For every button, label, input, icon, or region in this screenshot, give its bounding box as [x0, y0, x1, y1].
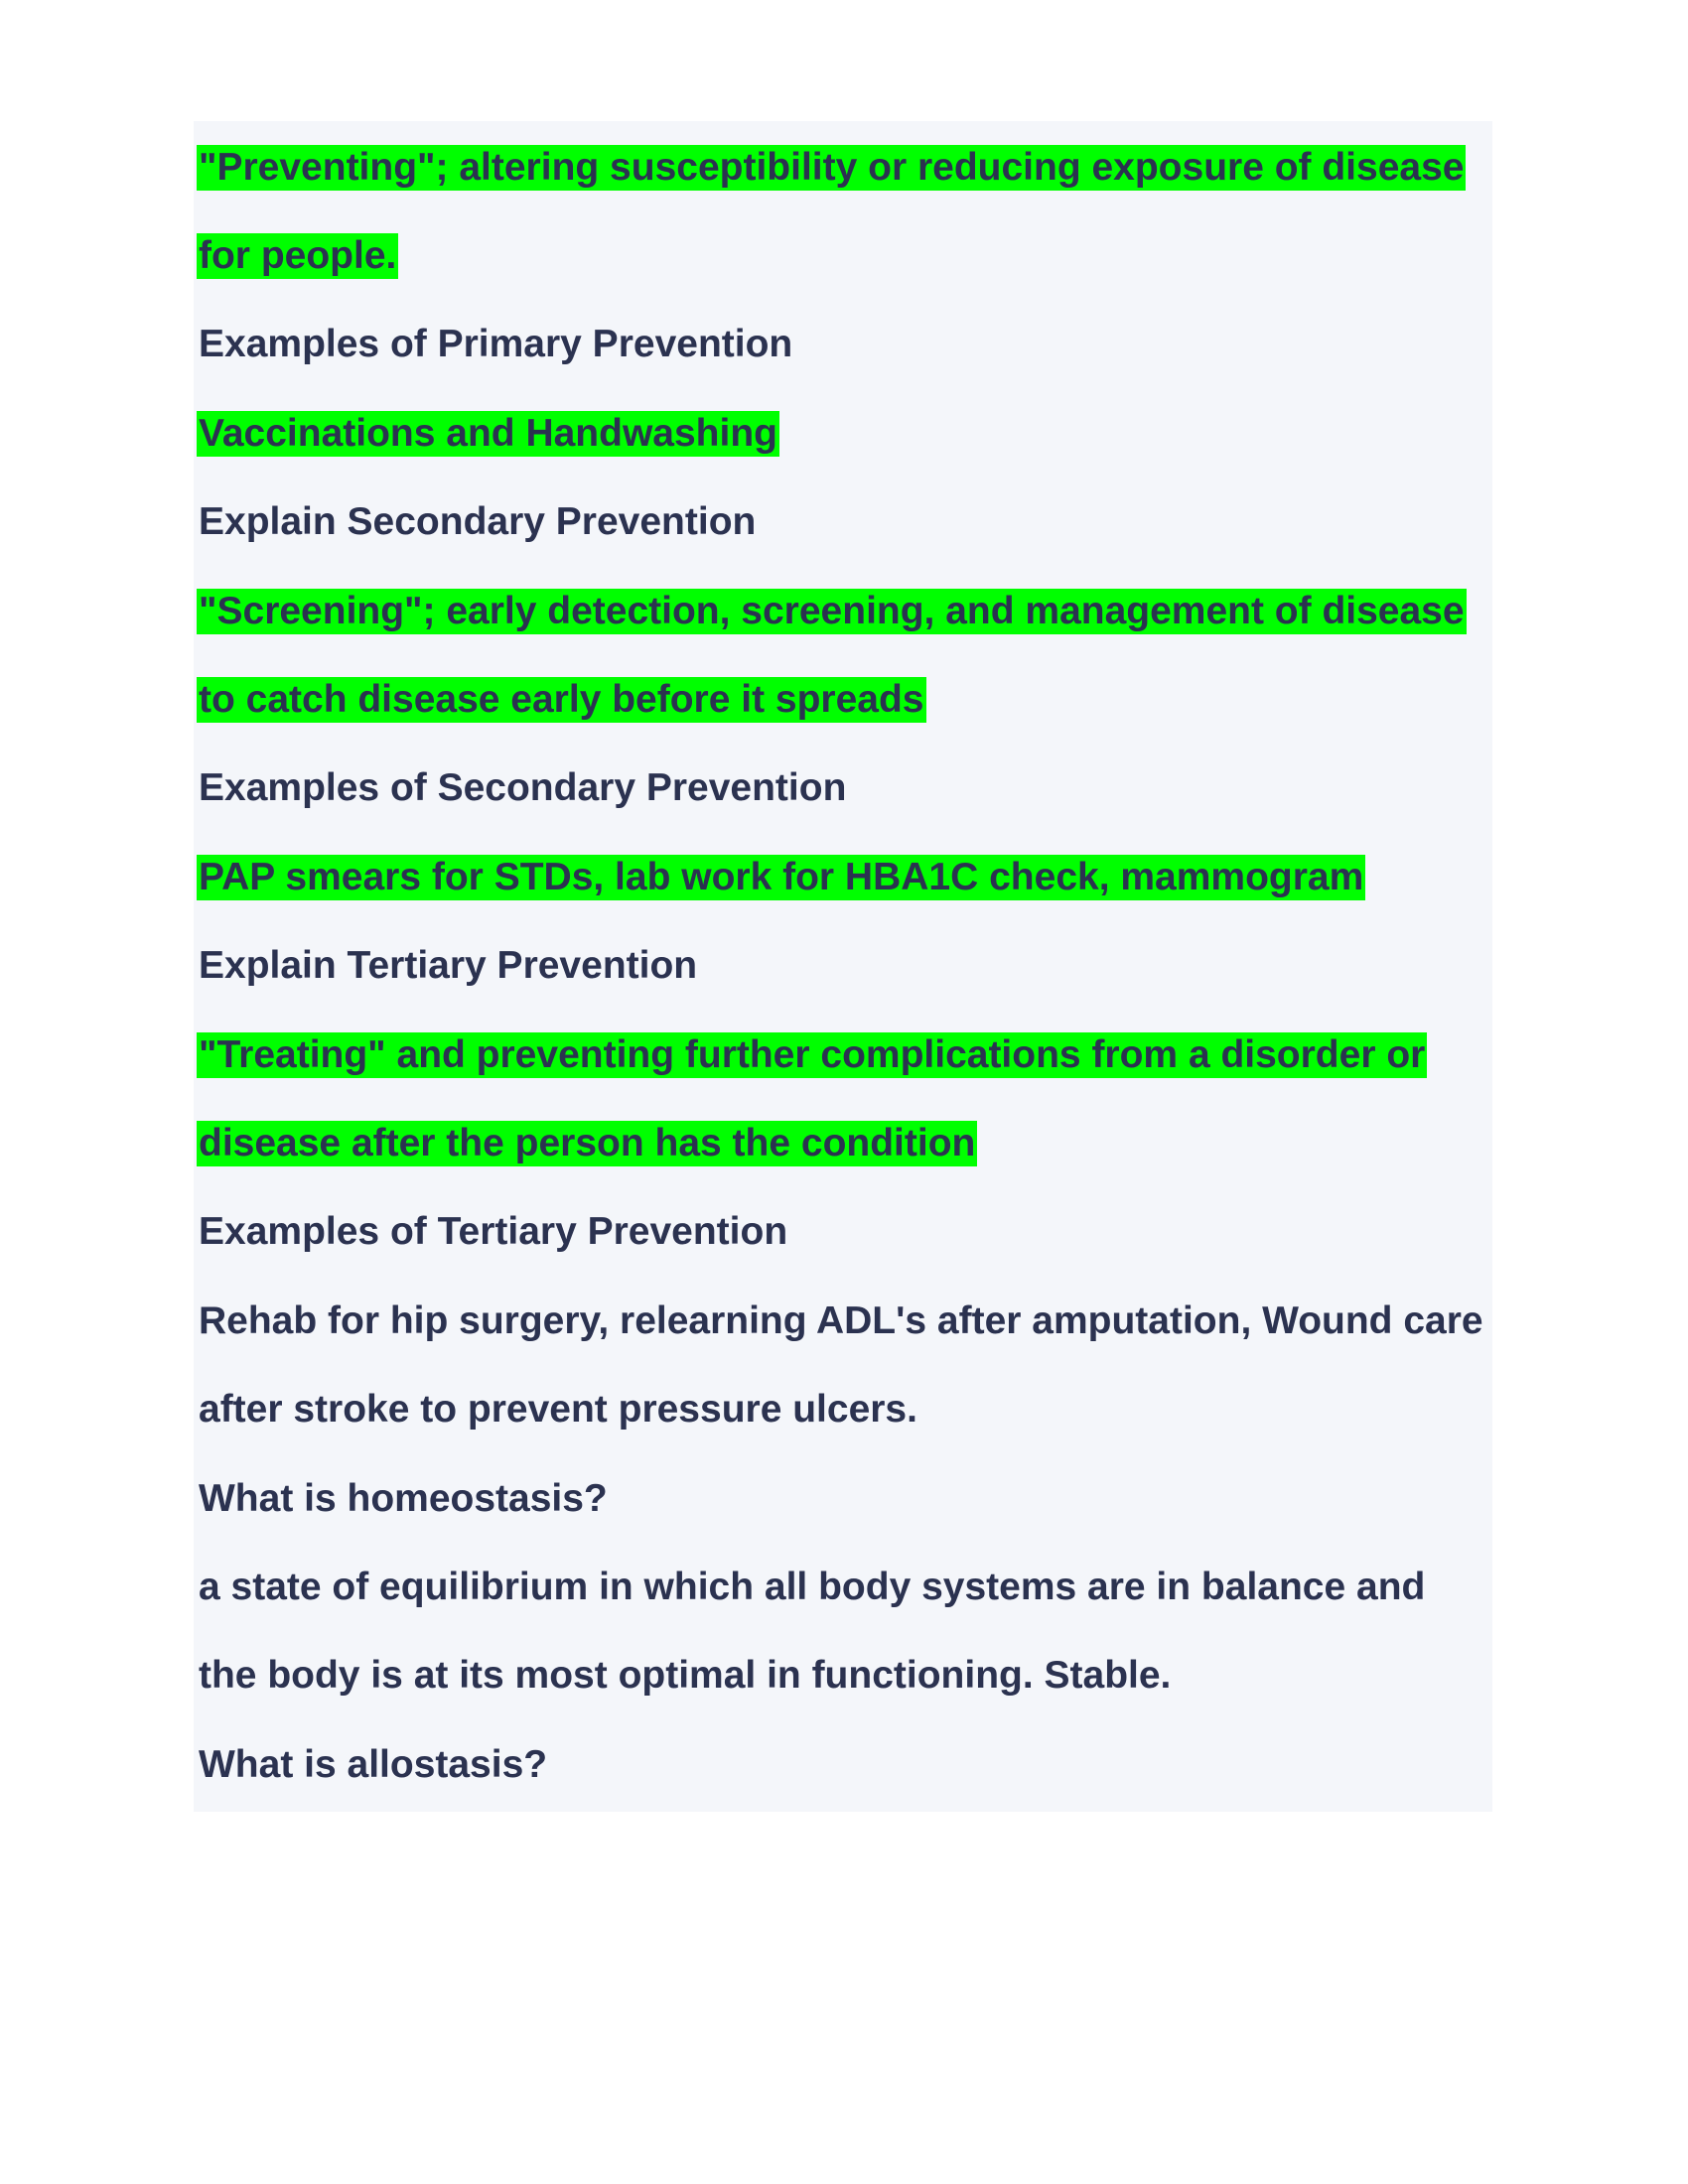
line-text: "Preventing"; altering susceptibility or reducing exposure of disease [199, 145, 1465, 189]
highlighted-text-line [199, 565, 1509, 653]
text-line [199, 1186, 1509, 1275]
text-line [199, 299, 1509, 387]
line-text: Examples of Secondary Prevention [199, 766, 847, 810]
text-line [199, 1630, 1509, 1718]
highlighted-text-line [199, 387, 1509, 476]
line-text: PAP smears for STDs, lab work for HBA1C check, mammogram [199, 855, 1364, 898]
text-line [199, 1275, 1509, 1363]
text-line [199, 477, 1509, 565]
line-text: Rehab for hip surgery, relearning ADL's after amputation, Wound care [199, 1298, 1483, 1342]
line-text: the body is at its most optimal in functioning. Stable. [199, 1654, 1172, 1698]
line-text: "Treating" and preventing further complications from a disorder or [199, 1032, 1426, 1076]
highlighted-text-line [199, 1009, 1509, 1097]
line-text: for people. [199, 234, 397, 278]
line-text: after stroke to prevent pressure ulcers. [199, 1388, 917, 1432]
line-text: Vaccinations and Handwashing [199, 411, 777, 455]
flashcard-text-lines [199, 121, 1509, 1807]
highlighted-text-line [199, 121, 1509, 209]
text-line [199, 1541, 1509, 1629]
text-line [199, 1363, 1509, 1451]
line-text: Explain Secondary Prevention [199, 500, 757, 544]
highlighted-text-line [199, 831, 1509, 919]
text-line [199, 743, 1509, 831]
highlighted-text-line [199, 209, 1509, 298]
line-text: What is homeostasis? [199, 1476, 608, 1520]
line-text: What is allostasis? [199, 1742, 548, 1786]
highlighted-text-line [199, 653, 1509, 742]
text-line [199, 1452, 1509, 1541]
line-text: disease after the person has the condition [199, 1122, 976, 1164]
line-text: Examples of Tertiary Prevention [199, 1210, 788, 1254]
line-text: Examples of Primary Prevention [199, 323, 793, 366]
line-text: a state of equilibrium in which all body systems are in balance and [199, 1565, 1426, 1608]
line-text: "Screening"; early detection, screening, and management of disease [199, 589, 1465, 632]
text-line [199, 1718, 1509, 1807]
line-text: Explain Tertiary Prevention [199, 944, 698, 988]
highlighted-text-line [199, 1097, 1509, 1185]
text-line [199, 920, 1509, 1009]
line-text: to catch disease early before it spreads [199, 678, 924, 722]
